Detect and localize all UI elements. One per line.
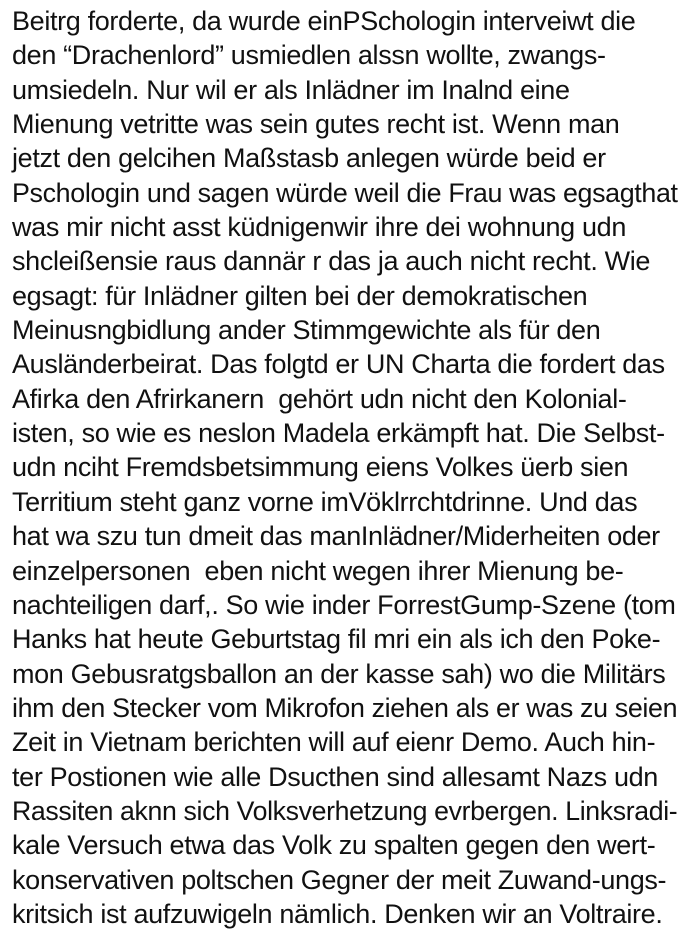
text-line: shcleißensie raus dannär r das ja auch nicht recht. Wie bbox=[12, 246, 651, 277]
text-line: Territium steht ganz vorne imVöklrrchtdrinne. Und das bbox=[12, 486, 638, 517]
text-line: Meinusngbidlung ander Stimmgewichte als für den bbox=[12, 315, 601, 346]
text-line: isten, so wie es neslon Madela erkämpft hat. Die Selbst- bbox=[12, 418, 665, 449]
text-line: nachteiligen darf,. So wie inder ForrestGump-Szene (tom bbox=[12, 589, 676, 620]
text-line: was mir nicht asst küdnigenwir ihre dei wohnung udn bbox=[12, 212, 626, 243]
text-line: Rassiten aknn sich Volksverhetzung evrbergen. Linksradi- bbox=[12, 795, 678, 826]
text-line: jetzt den gelcihen Maßstasb anlegen würde beid er bbox=[12, 143, 606, 174]
text-line: umsiedeln. Nur wil er als Inlädner im Inalnd eine bbox=[12, 74, 570, 105]
text-line: Hanks hat heute Geburtstag fil mri ein als ich den Poke- bbox=[12, 624, 661, 655]
text-line: Beitrg forderte, da wurde einPSchologin interveiwt die bbox=[12, 6, 636, 36]
text-line: Pschologin und sagen würde weil die Frau was egsagthat bbox=[12, 177, 678, 208]
text-line: den “Drachenlord” usmiedlen alssn wollte, zwangs- bbox=[12, 40, 606, 71]
text-line: kritsich ist aufzuwigeln nämlich. Denken wir an Voltraire. bbox=[12, 898, 663, 929]
text-line: Afirka den Afrirkanern gehört udn nicht den Kolonial- bbox=[12, 383, 627, 414]
body-text bbox=[12, 4, 682, 931]
text-line: ihm den Stecker vom Mikrofon ziehen als er was zu seien bbox=[12, 692, 678, 723]
text-line: Zeit in Vietnam berichten will auf eienr Demo. Auch hin- bbox=[12, 727, 656, 758]
text-line: ter Postionen wie alle Dsucthen sind allesamt Nazs udn bbox=[12, 761, 658, 792]
text-line: Mienung vetritte was sein gutes recht ist. Wenn man bbox=[12, 109, 620, 140]
text-line: Ausländerbeirat. Das folgtd er UN Charta die fordert das bbox=[12, 349, 665, 380]
text-line: hat wa szu tun dmeit das manInlädner/Miderheiten oder bbox=[12, 521, 660, 552]
text-line: udn nciht Fremdsbetsimmung eiens Volkes üerb sien bbox=[12, 452, 629, 483]
text-line: konservativen poltschen Gegner der meit Zuwand-ungs- bbox=[12, 864, 667, 895]
text-line: mon Gebusratgsballon an der kasse sah) wo die Militärs bbox=[12, 658, 666, 689]
text-line: einzelpersonen eben nicht wegen ihrer Mienung be- bbox=[12, 555, 624, 586]
text-line: egsagt: für Inlädner gilten bei der demokratischen bbox=[12, 280, 588, 311]
text-line: kale Versuch etwa das Volk zu spalten gegen den wert- bbox=[12, 830, 656, 861]
